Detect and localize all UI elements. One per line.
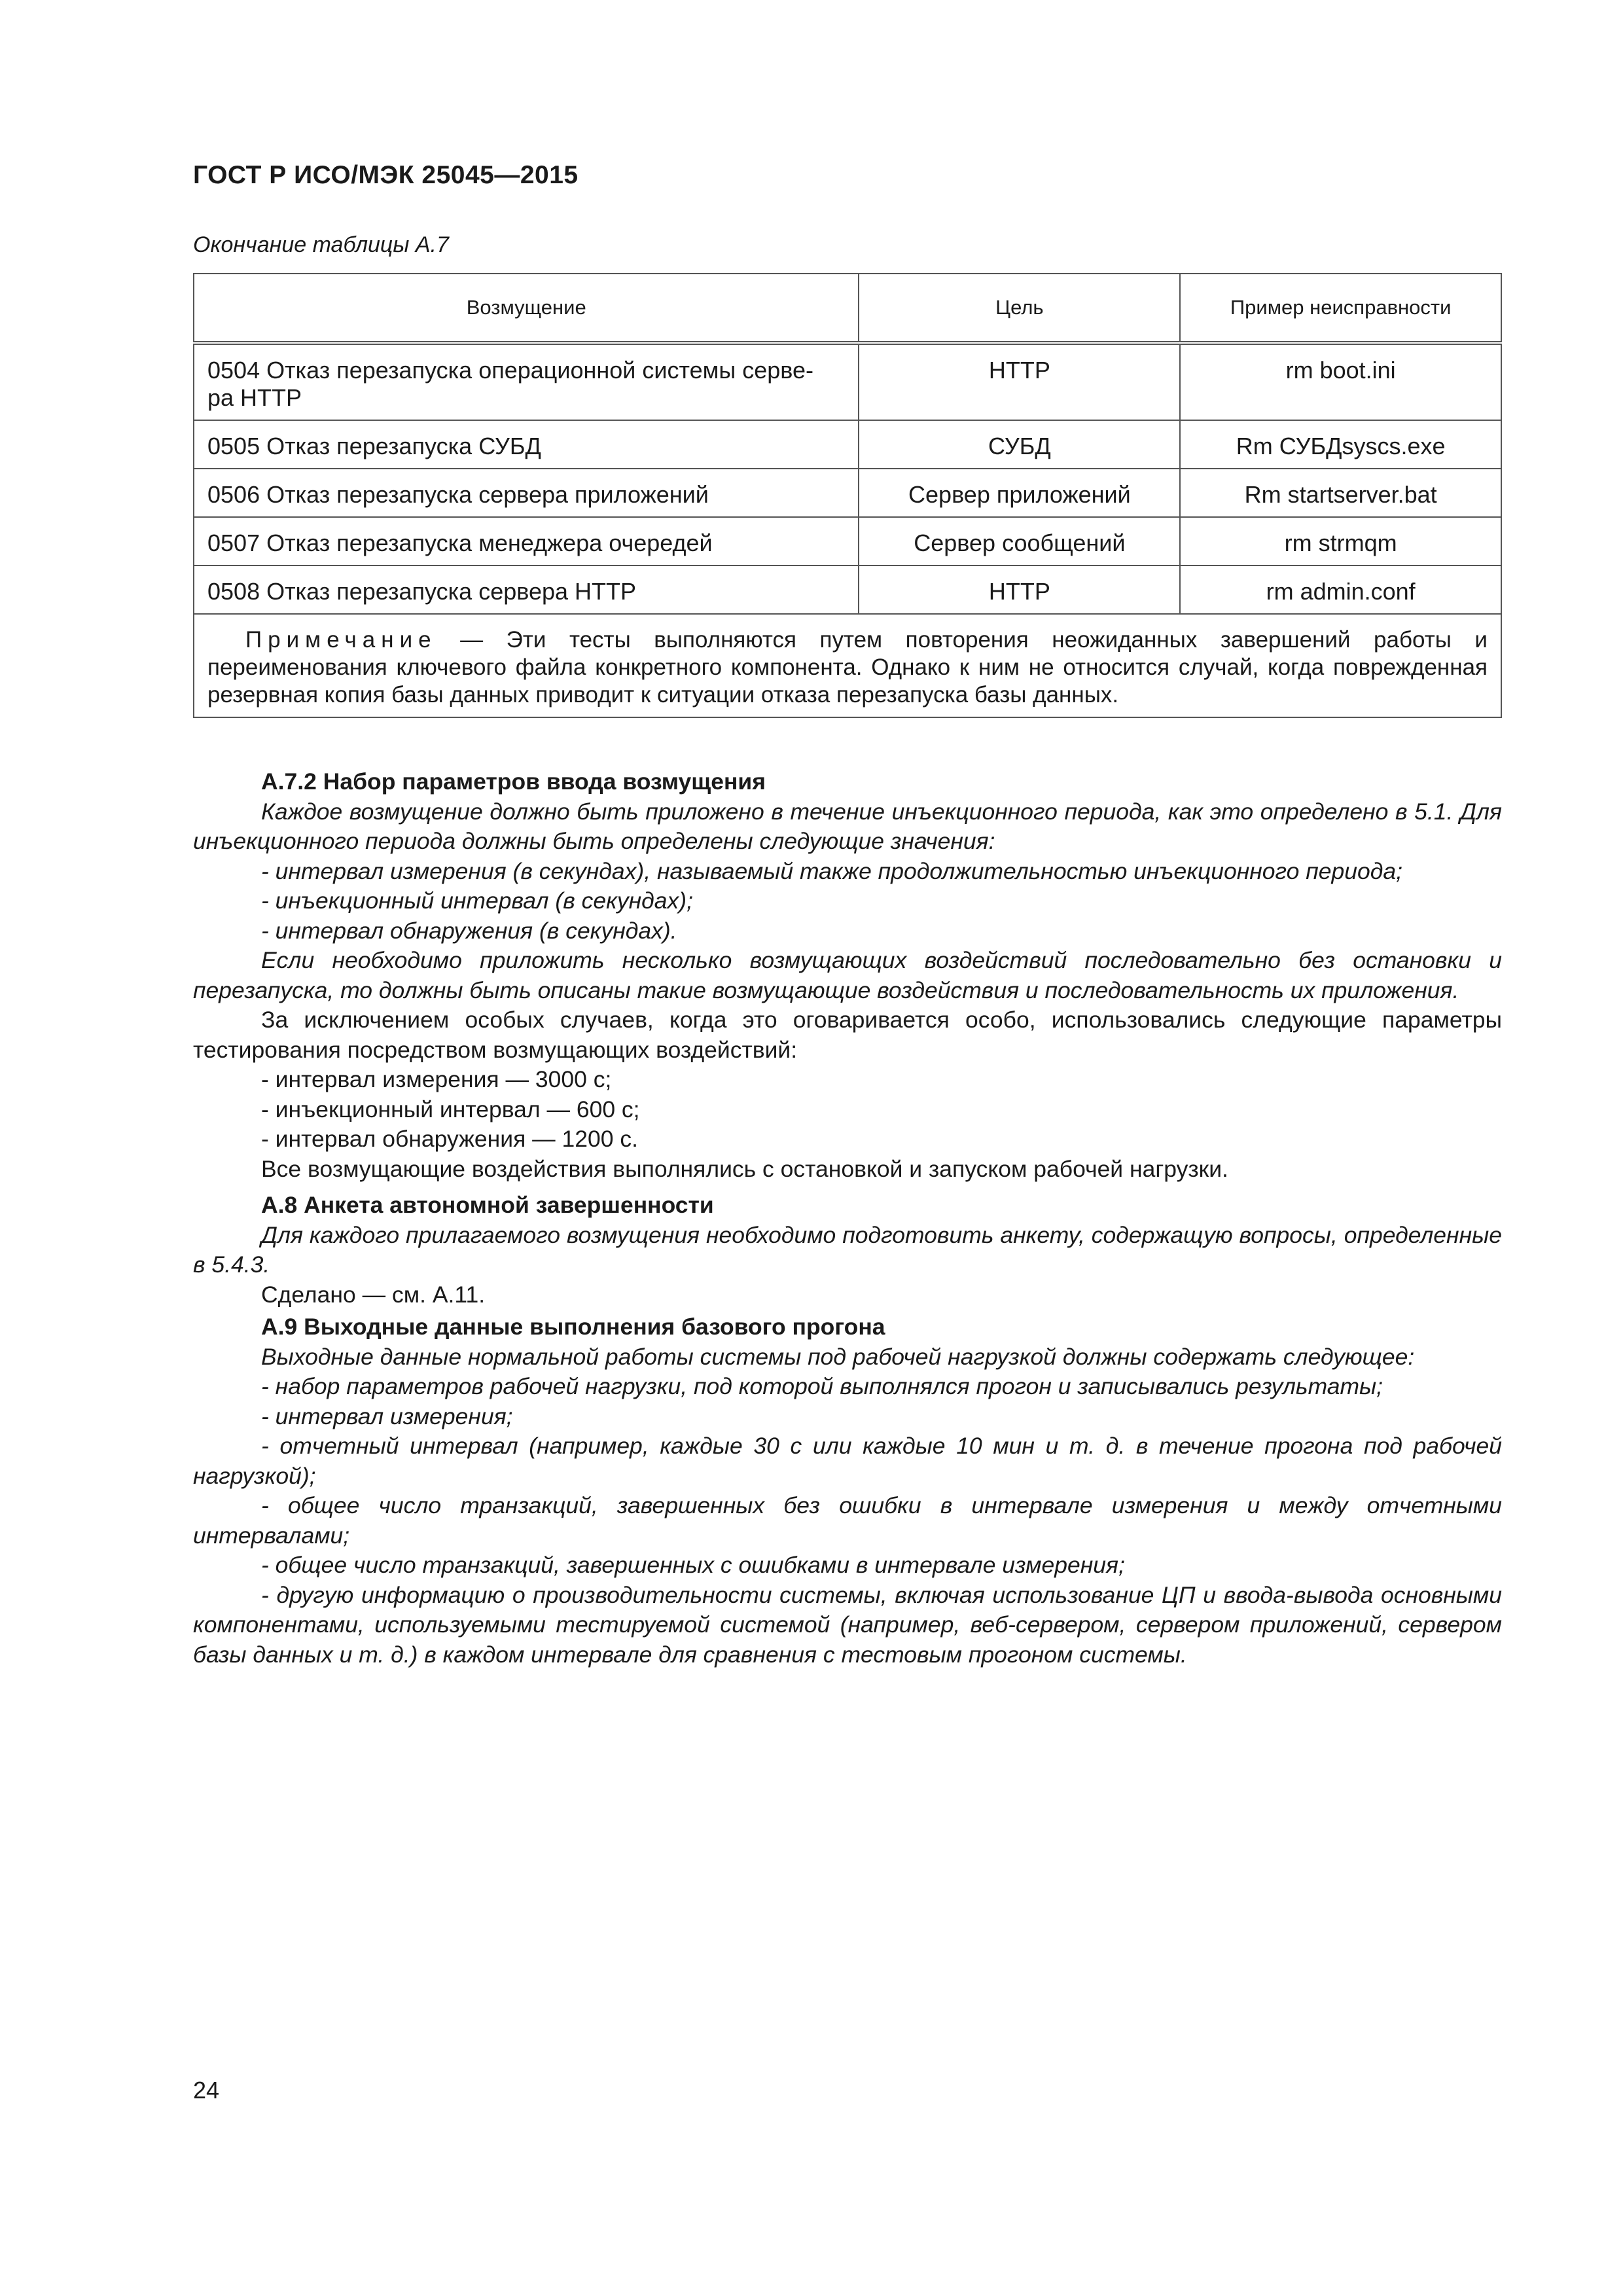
list-item: - общее число транзакций, завершенных с ошибками в интервале измерения;	[261, 1552, 1125, 1578]
table-cell-perturbation: 0504 Отказ перезапуска операционной системы серве- ра HTTP	[194, 343, 859, 420]
table-cell-failure-example: rm admin.conf	[1180, 565, 1501, 614]
list-item: - отчетный интервал (например, каждые 30 с или каждые 10 мин и т. д. в течение прогона под рабочей нагрузкой);	[193, 1433, 1502, 1489]
table-note-row	[194, 614, 1501, 717]
list-item: - набор параметров рабочей нагрузки, под которой выполнялся прогон и записывались результаты;	[261, 1373, 1383, 1399]
section-heading-a9: А.9 Выходные данные выполнения базового прогона	[261, 1314, 885, 1340]
table-cell-perturbation: 0506 Отказ перезапуска сервера приложений	[194, 469, 859, 517]
section-heading-a8: А.8 Анкета автономной завершенности	[261, 1192, 714, 1218]
note-label: Примечание	[245, 627, 437, 653]
paragraph: За исключением особых случаев, когда это оговаривается особо, использовались следующие параметры тестирования посредством возмущающих воздействий:	[193, 1007, 1502, 1063]
column-header-target: Цель	[859, 274, 1180, 343]
table-note	[194, 614, 1501, 717]
table-row	[194, 469, 1501, 517]
list-item: - инъекционный интервал (в секундах);	[261, 888, 693, 914]
document-header: ГОСТ Р ИСО/МЭК 25045—2015	[193, 161, 579, 189]
table-cell-failure-example: Rm startserver.bat	[1180, 469, 1501, 517]
note-text: — Эти тесты выполняются путем повторения неожиданных завершений работы и переименования ключевого файла конкретного компонента. Однако к ним не относится случай, когда поврежденная резервная копия базы данных приводит к ситуации отказа перезапуска базы данных.	[207, 627, 1488, 708]
table-cell-target: Сервер сообщений	[859, 517, 1180, 565]
column-header-failure-example: Пример неисправности	[1180, 274, 1501, 343]
list-item: - интервал обнаружения (в секундах).	[261, 917, 677, 944]
list-item: - интервал обнаружения — 1200 с.	[261, 1126, 638, 1152]
table-row	[194, 565, 1501, 614]
paragraph: Каждое возмущение должно быть приложено в течение инъекционного периода, как это определено в 5.1. Для инъекционного периода должны быть определены следующие значения:	[193, 798, 1502, 854]
table-cell-target: HTTP	[859, 565, 1180, 614]
table-header-row	[194, 274, 1501, 343]
list-item: - интервал измерения (в секундах), называемый также продолжительностью инъекционного периода;	[261, 857, 1403, 884]
list-item: - интервал измерения — 3000 с;	[261, 1066, 612, 1092]
table-cell-failure-example: rm boot.ini	[1180, 343, 1501, 420]
list-item: - другую информацию о производительности системы, включая использование ЦП и ввода-вывода основными компонентами, используемыми тестируемой системой (например, веб-сервером, сервером приложений, сервером базы данных и т. д.) в каждом интервале для сравнения с тестовым прогоном системы.	[193, 1581, 1502, 1668]
table-caption: Окончание таблицы А.7	[193, 232, 449, 257]
section-heading-a72: А.7.2 Набор параметров ввода возмущения	[261, 768, 766, 795]
list-item: - интервал измерения;	[261, 1403, 513, 1429]
paragraph: Если необходимо приложить несколько возмущающих воздействий последовательно без остановки и перезапуска, то должны быть описаны такие возмущающие воздействия и последовательность их приложения.	[193, 947, 1502, 1003]
perturbation-table	[193, 273, 1502, 718]
table-row	[194, 420, 1501, 469]
paragraph: Выходные данные нормальной работы системы под рабочей нагрузкой должны содержать следующее:	[261, 1343, 1415, 1370]
paragraph: Для каждого прилагаемого возмущения необходимо подготовить анкету, содержащую вопросы, определенные в 5.4.3.	[193, 1221, 1502, 1278]
table-cell-failure-example: rm strmqm	[1180, 517, 1501, 565]
table-cell-target: HTTP	[859, 343, 1180, 420]
document-body	[193, 767, 1502, 1670]
table-cell-perturbation: 0507 Отказ перезапуска менеджера очередей	[194, 517, 859, 565]
table-cell-perturbation: 0505 Отказ перезапуска СУБД	[194, 420, 859, 469]
page-number: 24	[193, 2077, 220, 2104]
paragraph: Все возмущающие воздействия выполнялись с остановкой и запуском рабочей нагрузки.	[261, 1155, 1228, 1182]
table-cell-target: СУБД	[859, 420, 1180, 469]
paragraph: Сделано — см. А.11.	[261, 1281, 486, 1308]
list-item: - общее число транзакций, завершенных без ошибки в интервале измерения и между отчетными интервалами;	[193, 1492, 1502, 1549]
table-cell-failure-example: Rm СУБДsyscs.exe	[1180, 420, 1501, 469]
table-row	[194, 517, 1501, 565]
table-cell-perturbation: 0508 Отказ перезапуска сервера HTTP	[194, 565, 859, 614]
table-cell-target: Сервер приложений	[859, 469, 1180, 517]
column-header-perturbation: Возмущение	[194, 274, 859, 343]
list-item: - инъекционный интервал — 600 с;	[261, 1096, 640, 1122]
table-row	[194, 343, 1501, 420]
